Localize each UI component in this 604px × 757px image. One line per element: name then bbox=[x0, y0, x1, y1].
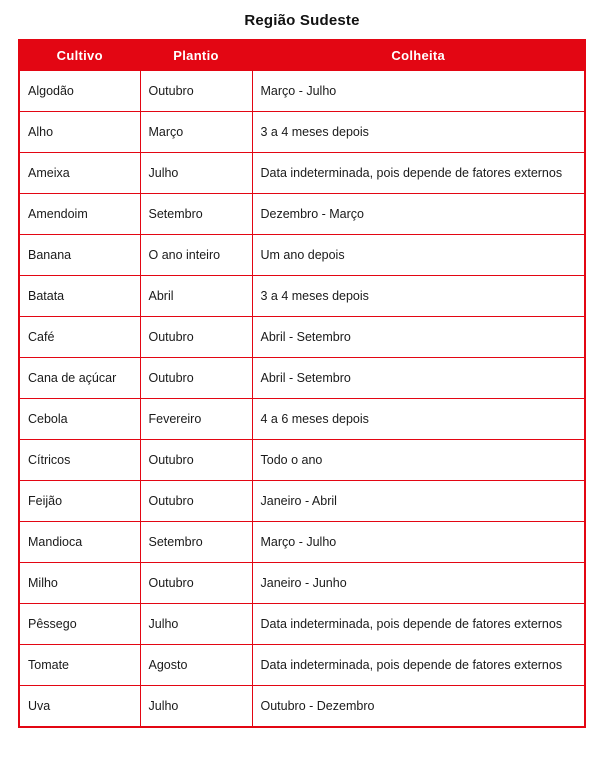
cell-colheita: Data indeterminada, pois depende de fatores externos bbox=[252, 604, 584, 645]
table-row bbox=[20, 604, 584, 645]
cell-cultivo: Feijão bbox=[20, 481, 140, 522]
table-row bbox=[20, 112, 584, 153]
cell-colheita: Todo o ano bbox=[252, 440, 584, 481]
table-row bbox=[20, 153, 584, 194]
cell-cultivo: Amendoim bbox=[20, 194, 140, 235]
cell-plantio: Julho bbox=[140, 604, 252, 645]
cell-cultivo: Café bbox=[20, 317, 140, 358]
cell-colheita: Janeiro - Abril bbox=[252, 481, 584, 522]
table-row bbox=[20, 645, 584, 686]
table-header bbox=[20, 41, 584, 71]
cell-colheita: Dezembro - Março bbox=[252, 194, 584, 235]
cell-colheita: Março - Julho bbox=[252, 522, 584, 563]
cell-cultivo: Tomate bbox=[20, 645, 140, 686]
cell-colheita: 3 a 4 meses depois bbox=[252, 276, 584, 317]
cell-plantio: Outubro bbox=[140, 563, 252, 604]
cell-colheita: Um ano depois bbox=[252, 235, 584, 276]
column-header-plantio: Plantio bbox=[140, 41, 252, 71]
cell-plantio: Fevereiro bbox=[140, 399, 252, 440]
cell-cultivo: Mandioca bbox=[20, 522, 140, 563]
table-row bbox=[20, 235, 584, 276]
table-row bbox=[20, 317, 584, 358]
cell-plantio: Abril bbox=[140, 276, 252, 317]
column-header-cultivo: Cultivo bbox=[20, 41, 140, 71]
table-row bbox=[20, 440, 584, 481]
page-title: Região Sudeste bbox=[244, 12, 360, 29]
cell-colheita: Março - Julho bbox=[260, 84, 337, 98]
table-row bbox=[20, 686, 584, 727]
table-row bbox=[20, 481, 584, 522]
cell-plantio: Julho bbox=[140, 686, 252, 727]
cell-plantio: Setembro bbox=[140, 194, 252, 235]
cell-colheita: Abril - Setembro bbox=[252, 358, 584, 399]
cell-cultivo: Batata bbox=[20, 276, 140, 317]
table-header-row bbox=[20, 41, 584, 71]
cell-plantio: Julho bbox=[140, 153, 252, 194]
cell-cultivo: Ameixa bbox=[20, 153, 140, 194]
cell-plantio: Agosto bbox=[140, 645, 252, 686]
cell-cultivo: Algodão bbox=[20, 71, 140, 112]
table-row bbox=[20, 71, 584, 112]
cell-cultivo: Cana de açúcar bbox=[20, 358, 140, 399]
cell-plantio: Setembro bbox=[140, 522, 252, 563]
cell-plantio: Outubro bbox=[140, 358, 252, 399]
cell-colheita: Abril - Setembro bbox=[252, 317, 584, 358]
cell-plantio: Outubro bbox=[140, 317, 252, 358]
cell-plantio: Outubro bbox=[140, 481, 252, 522]
cell-cultivo: Banana bbox=[20, 235, 140, 276]
cell-colheita: Outubro - Dezembro bbox=[252, 686, 584, 727]
cell-plantio: Outubro bbox=[140, 71, 252, 112]
table-body bbox=[20, 71, 584, 726]
table-row bbox=[20, 522, 584, 563]
cell-plantio: Março bbox=[140, 112, 252, 153]
cell-cultivo: Cítricos bbox=[20, 440, 140, 481]
table-row bbox=[20, 194, 584, 235]
crop-calendar-table-wrapper bbox=[18, 39, 586, 728]
column-header-colheita: Colheita bbox=[252, 41, 584, 71]
table-row bbox=[20, 563, 584, 604]
cell-plantio: O ano inteiro bbox=[140, 235, 252, 276]
cell-plantio: Outubro bbox=[140, 440, 252, 481]
table-row bbox=[20, 399, 584, 440]
cell-colheita: 4 a 6 meses depois bbox=[252, 399, 584, 440]
cell-colheita: Data indeterminada, pois depende de fatores externos bbox=[252, 645, 584, 686]
cell-colheita: Data indeterminada, pois depende de fatores externos bbox=[252, 153, 584, 194]
cell-cultivo: Uva bbox=[20, 686, 140, 727]
cell-cultivo: Cebola bbox=[20, 399, 140, 440]
crop-calendar-table bbox=[20, 41, 584, 726]
cell-colheita: 3 a 4 meses depois bbox=[252, 112, 584, 153]
cell-cultivo: Milho bbox=[20, 563, 140, 604]
table-row bbox=[20, 358, 584, 399]
cell-colheita: Janeiro - Junho bbox=[252, 563, 584, 604]
table-row bbox=[20, 276, 584, 317]
cell-cultivo: Pêssego bbox=[20, 604, 140, 645]
cell-cultivo: Alho bbox=[20, 112, 140, 153]
